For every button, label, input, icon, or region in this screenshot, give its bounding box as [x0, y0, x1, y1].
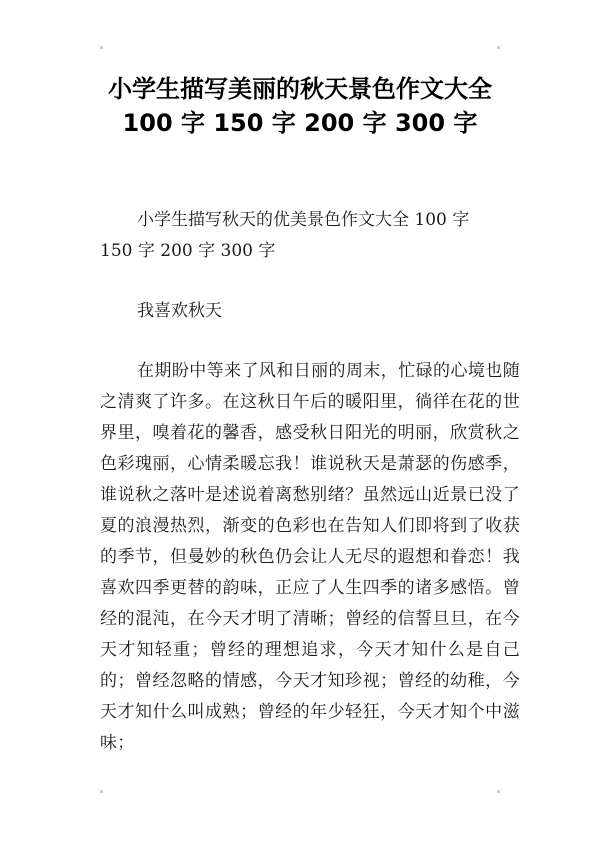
document-subtitle-line-1: 小学生描写秋天的优美景色作文大全 100 字 [137, 210, 470, 230]
page-corner-mark-bottom-right [497, 790, 500, 793]
section-heading: 我喜欢秋天 [137, 301, 222, 321]
document-subtitle [100, 205, 520, 267]
document-title [40, 72, 560, 140]
page-corner-mark-bottom-left [100, 790, 103, 793]
document-subtitle-line-2: 150 字 200 字 300 字 [100, 241, 276, 261]
document-title-line-1: 小学生描写美丽的秋天景色作文大全 [108, 75, 492, 103]
page-corner-mark-top-right [497, 46, 500, 49]
page-corner-mark-top-left [100, 46, 103, 49]
body-paragraph: 在期盼中等来了风和日丽的周末，忙碌的心境也随之清爽了许多。在这秋日午后的暖阳里，徜徉在花的世界里，嗅着花的馨香，感受秋日阳光的明丽，欣赏秋之色彩瑰丽，心情柔暖忘我！谁说秋天是萧瑟的伤感季，谁说秋之落叶是述说着离愁别绪？虽然远山近景已没了夏的浪漫热烈，渐变的色彩也在告知人们即将到了收获的季节，但曼妙的秋色仍会让人无尽的遐想和眷恋！我喜欢四季更替的韵味，正应了人生四季的诸多感悟。曾经的混沌，在今天才明了清晰；曾经的信誓旦旦，在今天才知轻重；曾经的理想追求，今天才知什么是自己的；曾经忽略的情感，今天才知珍视；曾经的幼稚，今天才知什么叫成熟；曾经的年少轻狂，今天才知个中滋味； [100, 361, 520, 753]
document-title-line-2: 100 字 150 字 200 字 300 字 [122, 109, 478, 137]
